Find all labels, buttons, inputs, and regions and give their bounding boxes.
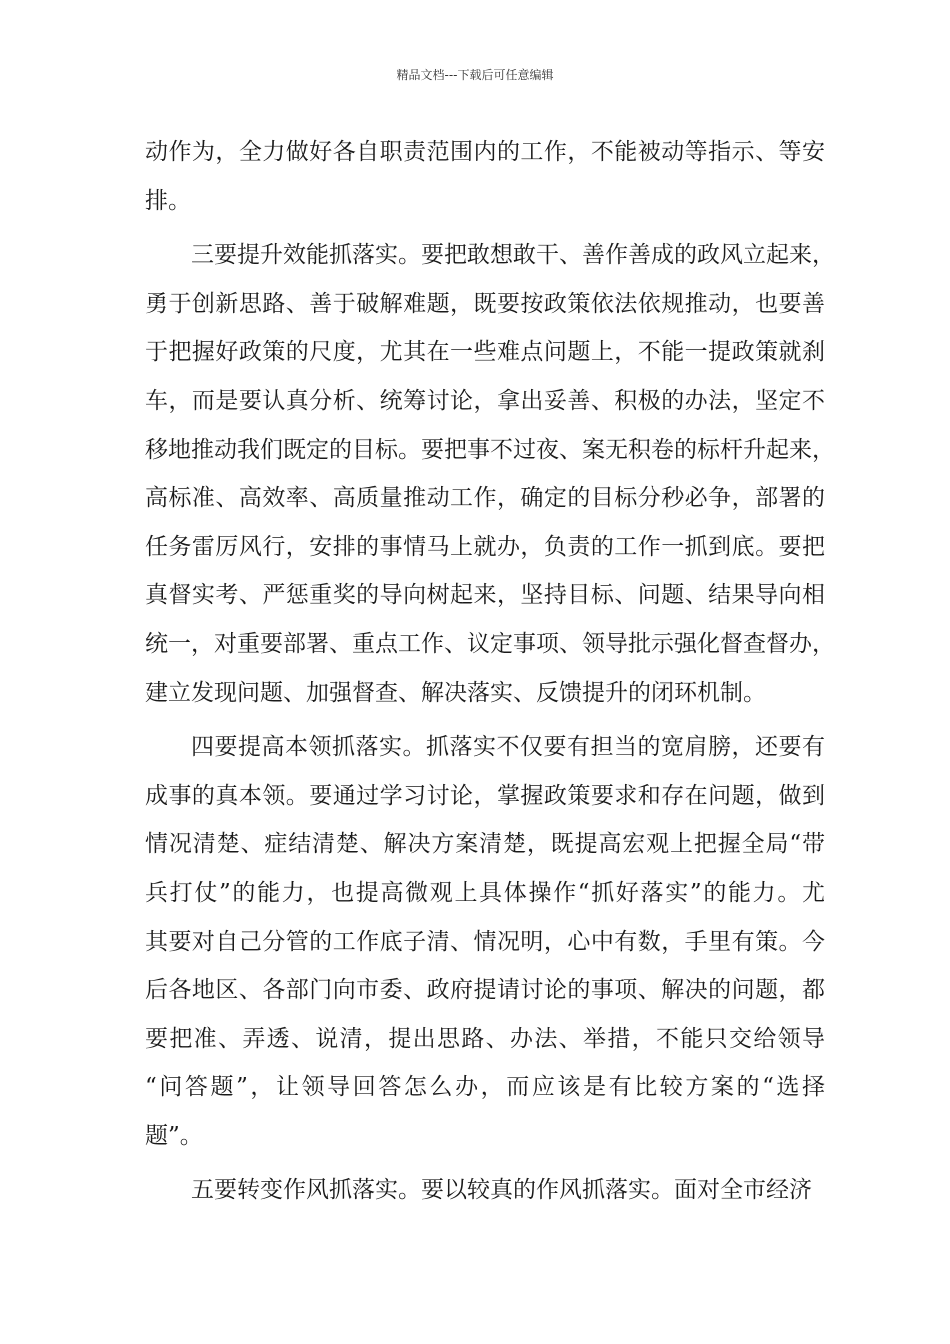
- paragraph-line: 建立发现问题、加强督查、解决落实、反馈提升的闭环机制。: [145, 679, 766, 706]
- paragraph-line: 排。: [145, 187, 191, 214]
- paragraph-line: 三要提升效能抓落实。要把敢想敢干、善作善成的政风立起来，: [191, 242, 835, 269]
- paragraph-line: 四要提高本领抓落实。抓落实不仅要有担当的宽肩膀，还要有: [191, 734, 825, 761]
- paragraph-line: 兵打仗”的能力，也提高微观上具体操作“抓好落实”的能力。尤: [145, 879, 825, 906]
- paragraph-line: 任务雷厉风行，安排的事情马上就办，负责的工作一抓到底。要把: [145, 533, 825, 560]
- paragraph-line: 要把准、弄透、说清，提出思路、办法、举措，不能只交给领导: [145, 1025, 825, 1052]
- paragraph-line: 题”。: [145, 1122, 203, 1149]
- paragraph-line: 勇于创新思路、善于破解难题，既要按政策依法依规推动，也要善: [145, 290, 825, 317]
- paragraph-line: 高标准、高效率、高质量推动工作，确定的目标分秒必争，部署的: [145, 485, 825, 512]
- document-body: [145, 128, 835, 1215]
- paragraph-line: 移地推动我们既定的目标。要把事不过夜、案无积卷的标杆升起来，: [145, 436, 835, 463]
- paragraph-line: 五要转变作风抓落实。要以较真的作风抓落实。面对全市经济: [191, 1177, 812, 1204]
- paragraph-line: 动作为，全力做好各自职责范围内的工作，不能被动等指示、等安: [145, 139, 825, 165]
- paragraph-line: 车，而是要认真分析、统筹讨论，拿出妥善、积极的办法，坚定不: [145, 387, 825, 414]
- paragraph-line: 成事的真本领。要通过学习讨论，掌握政策要求和存在问题，做到: [145, 782, 825, 809]
- paragraph-line: 其要对自己分管的工作底子清、情况明，心中有数，手里有策。今: [145, 928, 825, 955]
- paragraph-line: “问答题”，让领导回答怎么办，而应该是有比较方案的“选择: [145, 1074, 825, 1101]
- paragraph-line: 情况清楚、症结清楚、解决方案清楚，既提高宏观上把握全局“带: [145, 831, 825, 858]
- paragraph-line: 真督实考、严惩重奖的导向树起来，坚持目标、问题、结果导向相: [145, 582, 825, 609]
- page-header: 精品文档---下载后可任意编辑: [396, 68, 554, 82]
- paragraph-line: 后各地区、各部门向市委、政府提请讨论的事项、解决的问题，都: [145, 977, 825, 1004]
- paragraph-line: 于把握好政策的尺度，尤其在一些难点问题上，不能一提政策就刹: [145, 339, 825, 366]
- paragraph-line: 统一，对重要部署、重点工作、议定事项、领导批示强化督查督办，: [145, 630, 835, 657]
